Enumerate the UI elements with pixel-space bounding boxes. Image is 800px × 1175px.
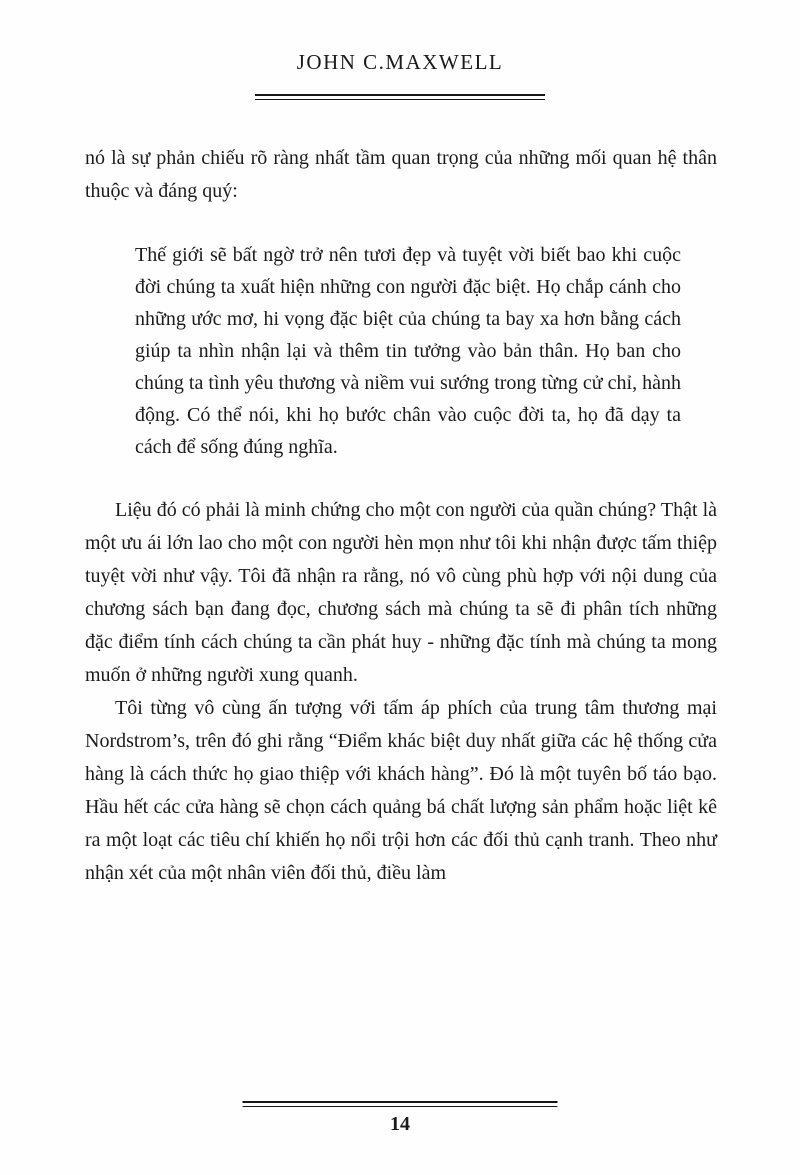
body-paragraph-3: Tôi từng vô cùng ấn tượng với tấm áp phích của trung tâm thương mại Nordstrom’s, trên đó ghi rằng “Điểm khác biệt duy nhất giữa các hệ thống cửa hàng là cách thức họ giao thiệp với khách hàng”. Đó là một tuyên bố táo bạo. Hầu hết các cửa hàng sẽ chọn cách quảng bá chất lượng sản phẩm hoặc liệt kê ra một loạt các tiêu chí khiến họ nổi trội hơn các đối thủ cạnh tranh. Theo như nhận xét của một nhân viên đối thủ, điều làm [85,697,717,884]
page-number: 14 [390,1113,410,1135]
book-header-title: JOHN C.MAXWELL [296,50,504,74]
header-rule [255,94,545,100]
page-body [85,142,717,890]
body-paragraph-2: Liệu đó có phải là minh chứng cho một con người của quần chúng? Thật là một ưu ái lớn lao cho một con người hèn mọn như tôi khi nhận được tấm thiệp tuyệt vời như vậy. Tôi đã nhận ra rằng, nó vô cùng phù hợp với nội dung của chương sách bạn đang đọc, chương sách mà chúng ta sẽ đi phân tích những đặc điểm tính cách chúng ta cần phát huy - những đặc tính mà chúng ta mong muốn ở những người xung quanh. [85,499,717,686]
block-quote: Thế giới sẽ bất ngờ trở nên tươi đẹp và tuyệt vời biết bao khi cuộc đời chúng ta xuất hiện những con người đặc biệt. Họ chắp cánh cho những ước mơ, hi vọng đặc biệt của chúng ta bay xa hơn bằng cách giúp ta nhìn nhận lại và thêm tin tưởng vào bản thân. Họ ban cho chúng ta tình yêu thương và niềm vui sướng trong từng cử chỉ, hành động. Có thể nói, khi họ bước chân vào cuộc đời ta, họ đã dạy ta cách để sống đúng nghĩa. [135,244,681,458]
footer-rule [243,1101,558,1107]
body-paragraph-intro: nó là sự phản chiếu rõ ràng nhất tầm quan trọng của những mối quan hệ thân thuộc và đáng quý: [85,147,717,202]
